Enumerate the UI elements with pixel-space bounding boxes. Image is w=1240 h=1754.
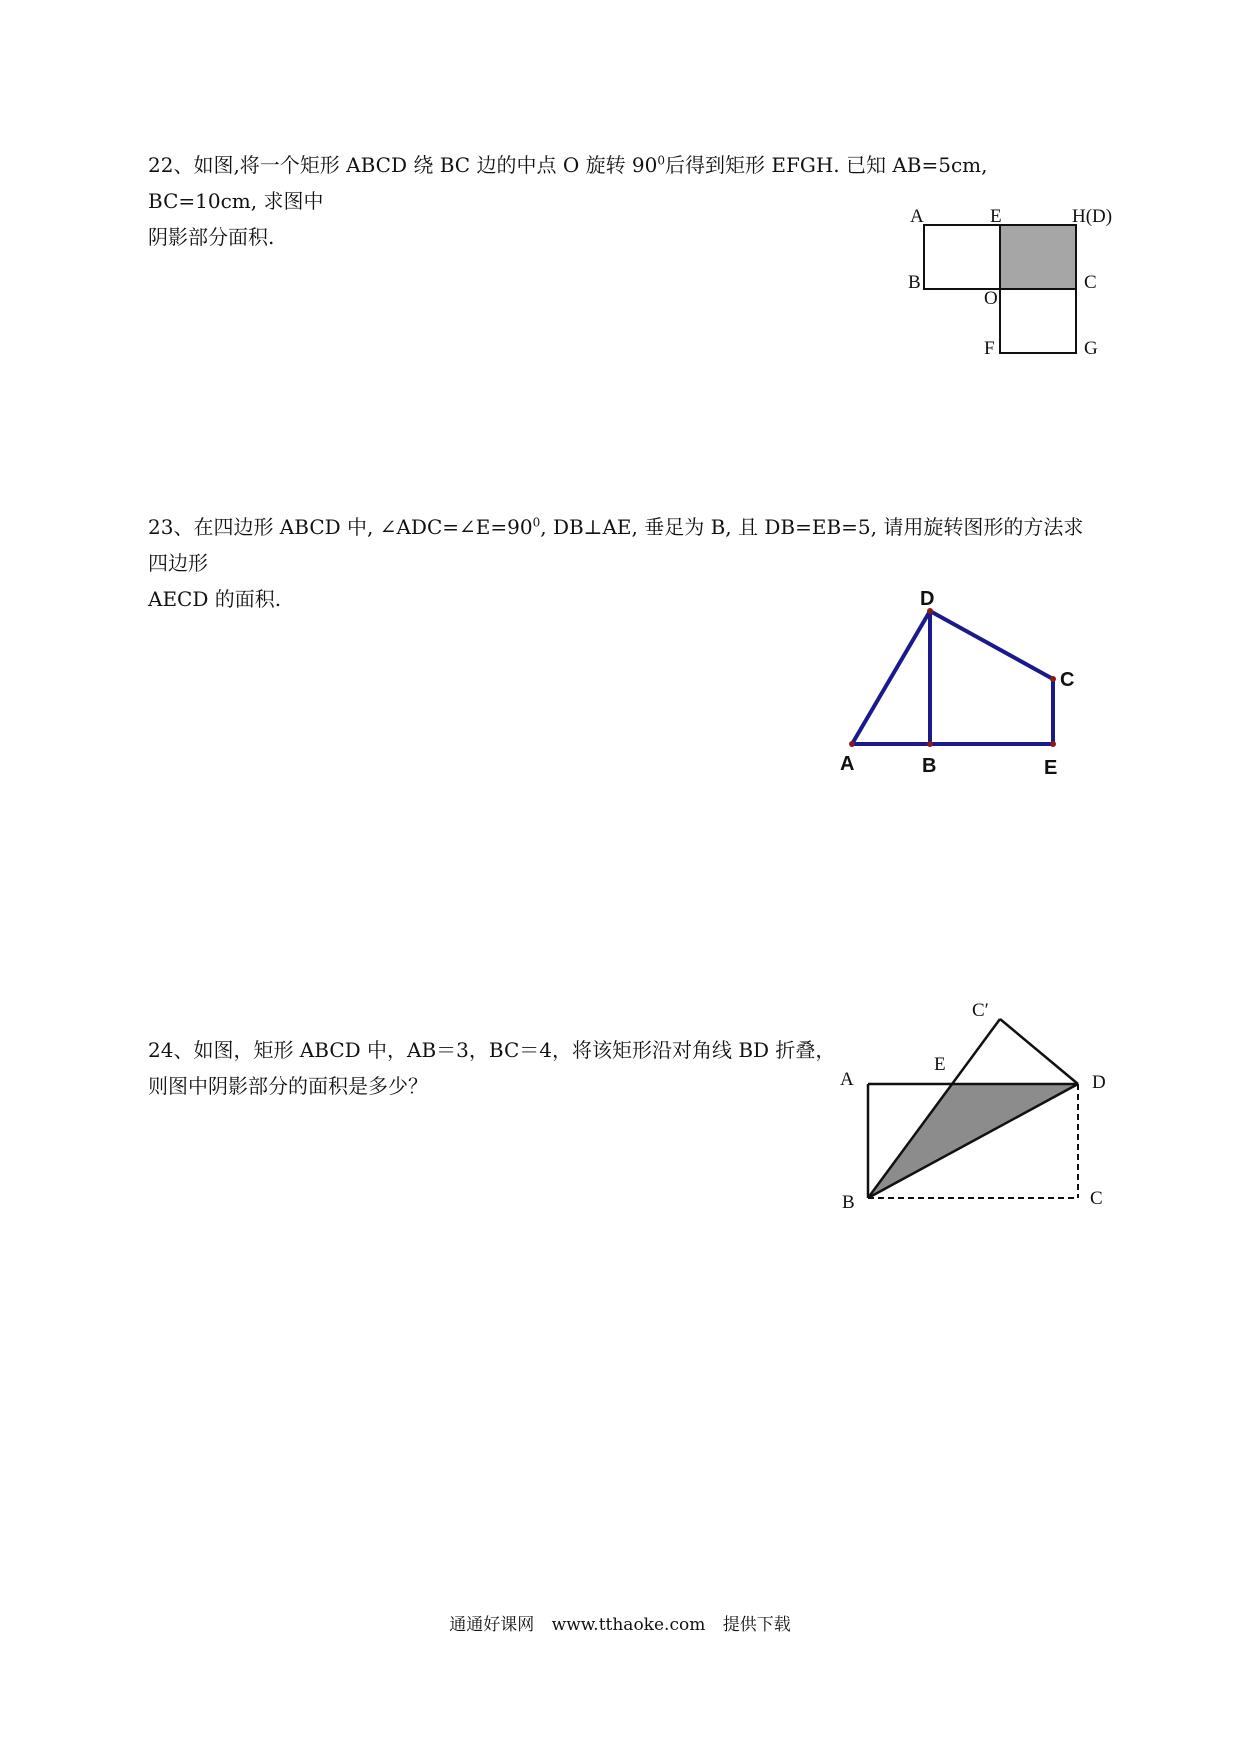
- problem-24-line1: 24、如图，矩形 ABCD 中，AB＝3，BC＝4，将该矩形沿对角线 BD 折叠，: [148, 1038, 836, 1062]
- label-e: E: [934, 1054, 946, 1075]
- label-a: A: [910, 206, 924, 227]
- footer-url[interactable]: www.tthaoke.com: [551, 1615, 706, 1635]
- rectangle-efgh-bottom: [1000, 289, 1076, 353]
- label-c: C: [1084, 272, 1097, 293]
- point-b: [927, 741, 933, 747]
- label-d: D: [920, 588, 935, 610]
- label-hd: H(D): [1072, 206, 1113, 227]
- label-c: C: [1060, 669, 1075, 691]
- segment-ad: [852, 611, 930, 744]
- label-e: E: [990, 206, 1002, 227]
- label-a: A: [840, 753, 855, 775]
- point-c: [1050, 676, 1056, 682]
- point-e: [1050, 741, 1056, 747]
- figure-23: [830, 580, 1100, 780]
- label-f: F: [984, 338, 995, 359]
- label-a: A: [840, 1069, 854, 1090]
- segment-c-prime-d: [1000, 1019, 1078, 1084]
- label-b: B: [908, 272, 921, 293]
- problem-24-line2: 则图中阴影部分的面积是多少？: [148, 1074, 428, 1098]
- label-d: D: [1092, 1072, 1106, 1093]
- label-c: C: [1090, 1188, 1103, 1209]
- label-o: O: [984, 288, 998, 309]
- footer-suffix: 提供下载: [722, 1615, 791, 1635]
- problem-22-line1: 22、如图,将一个矩形 ABCD 绕 BC 边的中点 O 旋转 $90^0$后得到矩形 EFGH. 已知 AB=5cm, BC=10cm, 求图中: [148, 153, 988, 213]
- problem-23-line1: 23、在四边形 ABCD 中, $\angle ADC=\angle E=90^0$, DB⊥AE, 垂足为 B, 且 DB=EB=5, 请用旋转图形的方法求四边形: [148, 515, 1084, 575]
- problem-22-line2: 阴影部分面积.: [148, 225, 275, 249]
- label-b: B: [842, 1192, 855, 1213]
- label-c-prime: C′: [972, 1000, 989, 1021]
- label-e: E: [1044, 757, 1058, 779]
- rectangle-abcd-left: [924, 225, 1000, 289]
- segment-dc: [930, 611, 1053, 679]
- footer-site-name: 通通好课网: [449, 1615, 535, 1635]
- problem-23-line2: AECD 的面积.: [148, 587, 282, 611]
- point-a: [849, 741, 855, 747]
- figure-22: [890, 200, 1150, 360]
- figure-24: [830, 990, 1130, 1220]
- label-g: G: [1084, 338, 1098, 359]
- page-footer: [0, 1610, 1240, 1635]
- label-b: B: [922, 755, 937, 777]
- shaded-square: [1000, 225, 1076, 289]
